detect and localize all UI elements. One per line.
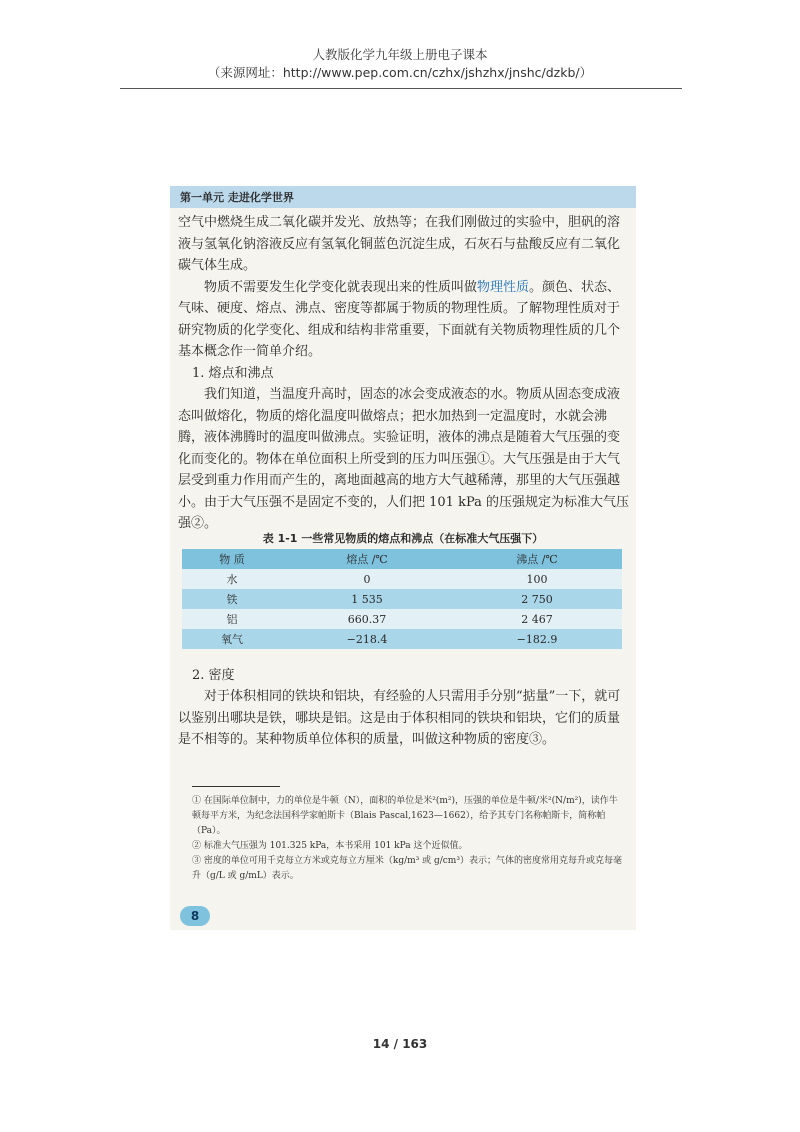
paragraph-continued: 空气中燃烧生成二氧化碳并发光、放热等；在我们刚做过的实验中，胆矾的溶液与氢氧化钠溶液反应有氢氧化铜蓝色沉淀生成，石灰石与盐酸反应有二氧化碳气体生成。 [178,215,621,273]
footnotes [192,794,622,884]
section-heading-density: 2. 密度 [192,668,235,683]
body-text-block-1 [178,212,630,363]
header-cell: 沸点 /℃ [516,553,558,566]
table-row [182,609,622,629]
table-cell: 2 750 [521,592,553,606]
footnote-divider [192,786,280,787]
header-cell: 物 质 [219,553,245,566]
table-cell: 氧气 [221,633,243,646]
header-cell: 熔点 /℃ [346,553,388,566]
table-cell: 1 535 [351,592,383,606]
scanned-textbook-page [170,186,636,930]
table-row [182,629,622,649]
paragraph-melting-boiling: 我们知道，当温度升高时，固态的冰会变成液态的水。物质从固态变成液态叫做熔化，物质的熔化温度叫做熔点；把水加热到一定温度时，水就会沸腾，液体沸腾时的温度叫做沸点。实验证明，液体的沸点是随着大气压强的变化而变化的。物体在单位面积上所受到的压力叫压强①。大气压强是由于大气层受到重力作用而产生的，离地面越高的地方大气越稀薄，那里的大气压强越小。由于大气压强不是固定不变的，人们把 101 kPa 的压强规定为标准大气压强②。 [178,387,630,531]
table-cell: 铝 [226,613,238,626]
paragraph-text: 。颜色、状态、气味、硬度、熔点、沸点、密度等都属于物质的物理性质。了解物理性质对于研究物质的化学变化、组成和结构非常重要，下面就有关物质物理性质的几个基本概念作一简单介绍。 [178,279,621,359]
table-cell: 100 [526,572,548,586]
key-term: 物理性质 [477,279,530,295]
table-row [182,569,622,589]
table-row [182,589,622,609]
section-heading-melting-boiling: 1. 熔点和沸点 [192,366,274,381]
book-page-number: 8 [180,906,210,926]
table-cell: −182.9 [516,632,558,646]
paragraph-text: 物质不需要发生化学变化就表现出来的性质叫做 [204,279,478,295]
source-url: （来源网址：http://www.pep.com.cn/czhx/jshzhx/jnshc/dzkb/） [207,65,593,80]
table-caption: 表 1-1 一些常见物质的熔点和沸点（在标准大气压强下） [262,532,544,545]
table-header-row [182,549,622,569]
paragraph-density: 对于体积相同的铁块和铝块，有经验的人只需用手分别“掂量”一下，就可以鉴别出哪块是铁，哪块是铝。这是由于体积相同的铁块和铝块，它们的质量是不相等的。某种物质单位体积的质量，叫做这种物质的密度③。 [178,689,621,747]
unit-header-bar [170,186,636,208]
table-cell: 水 [226,573,238,586]
table-cell: 660.37 [347,612,387,626]
header-divider [120,88,682,89]
melting-boiling-table [182,549,622,649]
table-cell: 2 467 [521,612,553,626]
footnote-1: ① 在国际单位制中，力的单位是牛顿（N），面积的单位是米²(m²)，压强的单位是牛顿/米²(N/m²)，读作牛顿每平方米，为纪念法国科学家帕斯卡（Blais Pascal,1623—1662），给予其专门名称帕斯卡，简称帕（Pa）。 [192,796,618,836]
body-text-block-3 [178,686,630,751]
table-cell: 0 [363,572,371,586]
table-cell: −218.4 [346,632,388,646]
document-title: 人教版化学九年级上册电子课本 [312,47,488,62]
table-cell: 铁 [226,593,238,606]
pdf-page-indicator: 14 / 163 [372,1037,428,1051]
paragraph-physical-property [178,277,630,363]
body-text-block-2 [178,384,630,535]
footnote-2: ② 标准大气压强为 101.325 kPa，本书采用 101 kPa 这个近似值。 [192,841,468,851]
footnote-3: ③ 密度的单位可用千克每立方米或克每立方厘米（kg/m³ 或 g/cm³）表示；气体的密度常用克每升或克每毫升（g/L 或 g/mL）表示。 [192,856,622,881]
pdf-header [0,46,800,82]
unit-title: 第一单元 走进化学世界 [180,191,294,204]
